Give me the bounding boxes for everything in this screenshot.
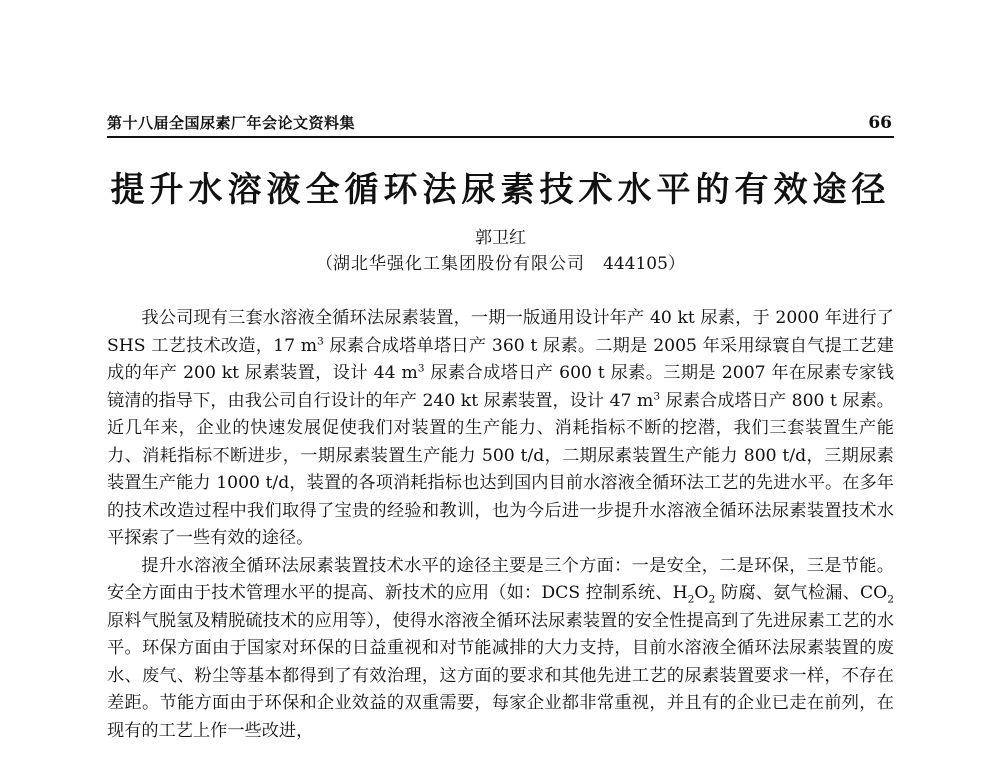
text-run: 提升水溶液全循环法尿素装置技术水平的途径主要是三个方面：一是安全，二是环保，三是节能。安全方面由于技术管理水平的提高、新技术的应用（如：DCS 控制系统、H (107, 555, 894, 603)
superscript: 3 (653, 388, 661, 402)
subscript: 2 (708, 592, 716, 606)
text-run: 尿素合成塔日产 600 t 尿素。三期是 2007 年在尿素专家钱镜清的指导下，由我公司自行设计的年产 240 kt 尿素装置，设计 47 m (107, 363, 894, 411)
article-body (107, 305, 894, 745)
body-paragraph (107, 553, 894, 746)
affiliation-close-paren: ） (667, 254, 685, 274)
subscript: 2 (687, 592, 695, 606)
page-number: 66 (868, 113, 892, 133)
text-run: 防腐、氨气检漏、CO (715, 583, 888, 603)
article-affiliation (107, 249, 894, 274)
subscript: 2 (887, 592, 894, 606)
text-run: O (694, 583, 709, 603)
article-author: 郭卫红 (475, 228, 526, 248)
body-paragraph (107, 305, 894, 553)
text-run: 尿素合成塔单塔日产 360 t 尿素。二期是 2005 年采用绿寰自气提工艺建成的年产 200 kt 尿素装置，设计 44 m (107, 335, 894, 383)
text-run: 尿素合成塔日产 800 t 尿素。近几年来，企业的快速发展促使我们对装置的生产能力、消耗指标不断的挖潜，我们三套装置生产能力、消耗指标不断进步，一期尿素装置生产能力 500 t/d，二期尿素装置生产能力 800 t/d，三期尿素装置生产能力 1000 t/d，装置的各项消耗指标也达到国内目前水溶液全循环法工艺的先进水平。在多年的技术改造过程中我们取得了宝贵的经验和教训，也为今后进一步提升水溶液全循环法尿素装置技术水平探索了一些有效的途径。 (107, 390, 894, 548)
affiliation-organization: 湖北华强化工集团股份有限公司 (333, 254, 586, 274)
text-run: 我公司现有三套水溶液全循环法尿素装置，一期一版通用设计年产 40 kt 尿素，于 2000 年进行了 SHS 工艺技术改造，17 m (107, 308, 894, 356)
superscript: 3 (417, 361, 425, 375)
running-title: 第十八届全国尿素厂年会论文资料集 (107, 114, 356, 132)
affiliation-open-paren: （ (316, 254, 334, 274)
article-title: 提升水溶液全循环法尿素技术水平的有效途径 (110, 170, 891, 210)
affiliation-postal-code: 444105 (603, 254, 668, 274)
text-run: 原料气脱氢及精脱硫技术的应用等），使得水溶液全循环法尿素装置的安全性提高到了先进尿素工艺的水平。环保方面由于国家对环保的日益重视和对节能减排的大力支持，目前水溶液全循环法尿素装置的废水、废气、粉尘等基本都得到了有效治理，这方面的要求和其他先进工艺的尿素装置要求一样，不存在差距。节能方面由于环保和企业效益的双重需要，每家企业都非常重视，并且有的企业已走在前列，在现有的工艺上作一些改进， (107, 610, 894, 741)
superscript: 3 (317, 333, 324, 347)
running-header (107, 112, 894, 138)
